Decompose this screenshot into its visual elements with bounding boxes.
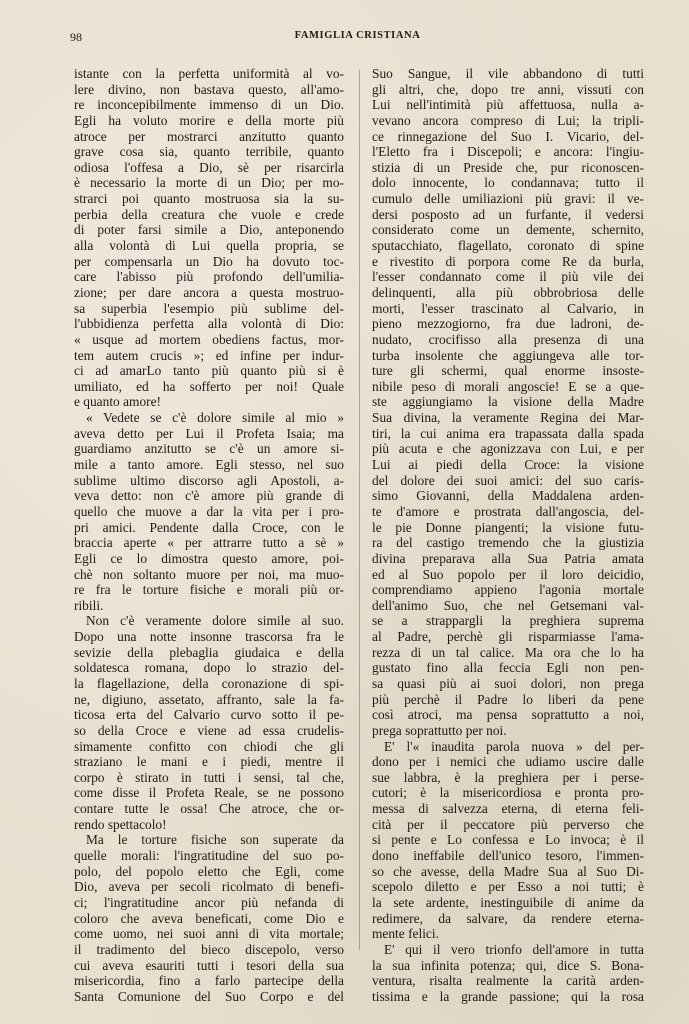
text-line: il tradimento del bieco discepolo, verso: [74, 941, 344, 957]
text-line: Lui ai piedi della Croce: la visione: [372, 457, 644, 473]
text-line: come disse il Profeta Reale, se ne possono: [74, 785, 344, 801]
text-line: mile a tanto amore. Egli stesso, nel suo: [74, 457, 344, 473]
text-line: ste aggiungiamo la visione della Madre: [372, 394, 644, 410]
text-line: corpo è stirato in tutti i sensi, tal che,: [74, 769, 344, 785]
text-line: sa quasi più ai suoi dolori, non prega: [372, 675, 644, 691]
text-line: perbia della creatura che vuole e crede: [74, 206, 344, 222]
text-line: Santa Comunione del Suo Corpo e del: [74, 988, 344, 1004]
text-line: come uomo, nei suoi anni di vita mortale;: [74, 926, 344, 942]
text-line: se a strappargli la preghiera suprema: [372, 613, 644, 629]
text-line: dono per i nemici che udiamo uscire dalle: [372, 754, 644, 770]
text-line: rezza di un tal calice. Ma ora che lo ha: [372, 644, 644, 660]
page-header: [70, 30, 645, 48]
text-line: sa superbia l'esempio più sublime del-: [74, 300, 344, 316]
text-line: più acuta e che agonizzava con Lui, e per: [372, 441, 644, 457]
text-line: al Padre, perchè gli risparmiasse l'ama-: [372, 629, 644, 645]
text-line: alla volontà di Lui quella propria, se: [74, 238, 344, 254]
text-line: dell'animo Suo, che nel Getsemani val-: [372, 597, 644, 613]
text-line: si pente e Lo confessa e Lo invoca; è il: [372, 832, 644, 848]
text-line: gli altri, che, dopo tre anni, vissuti con: [372, 81, 644, 97]
text-line: tiri, la cui anima era trapassata dalla spada: [372, 425, 644, 441]
text-line: ture gli schermi, qual enorme insoste-: [372, 363, 644, 379]
text-line: tissima e la grande passione; qui la rosa: [372, 988, 644, 1004]
text-line: tem autem crucis »; ed infine per indur-: [74, 347, 344, 363]
text-line: « usque ad mortem obediens factus, mor-: [74, 331, 344, 347]
text-line: Lui nell'intimità più affettuosa, nulla a-: [372, 97, 644, 113]
text-line: morti, l'esser trascinato al Calvario, in: [372, 300, 644, 316]
text-line: Dio, aveva per secoli ricolmato di benefi-: [74, 879, 344, 895]
text-line: re inconcepibilmente immenso di un Dio.: [74, 97, 344, 113]
text-line: ci; l'ingratitudine ancor più nefanda di: [74, 894, 344, 910]
text-line: misericordia, fino a farlo partecipe della: [74, 973, 344, 989]
text-line: e quanto amore!: [74, 394, 161, 410]
text-line: coloro che aveva beneficati, come Dio e: [74, 910, 344, 926]
text-line: gustato fino alla feccia Egli non pen-: [372, 660, 644, 676]
text-line: divina preparava alla Sua Patria amata: [372, 550, 644, 566]
text-line: di poter farsi simile a Dio, anteponendo: [74, 222, 344, 238]
text-line: Ma le torture fisiche son superate da: [86, 832, 344, 848]
text-line: la sete ardente, inestinguibile di anime da: [372, 894, 644, 910]
text-line: prega soprattutto per noi.: [372, 722, 507, 738]
text-line: E' qui il vero trionfo dell'amore in tutta: [384, 941, 644, 957]
text-line: straziano le mani e i piedi, mentre il: [74, 754, 344, 770]
left-text-column: [74, 66, 344, 1004]
text-line: considerato come un demente, schernito,: [372, 222, 644, 238]
text-line: cutori; è la misericordiosa e pronta pro-: [372, 785, 644, 801]
text-line: simamente confitto con chiodi che gli: [74, 738, 344, 754]
text-line: so che avesse, della Madre Sua al Suo Di-: [372, 863, 644, 879]
text-line: nibile peso di morali angoscie! E se a que-: [372, 378, 644, 394]
page-number: 98: [70, 30, 82, 44]
text-line: umiliato, ed ha sofferto per noi! Quale: [74, 378, 344, 394]
text-line: per compensarla un Dio ha dovuto toc-: [74, 253, 344, 269]
text-line: contare tutte le ossa! Che atroce, che or-: [74, 801, 344, 817]
text-line: lere divino, non bastava questo, all'amo-: [74, 81, 344, 97]
text-line: cui aveva esauriti tutti i tesori della sua: [74, 957, 344, 973]
text-line: quello che muove a dar la vita per i pro-: [74, 503, 344, 519]
text-line: scepolo diletto e per Esso a noi tutti; è: [372, 879, 644, 895]
text-line: istante con la perfetta uniformità al vo-: [74, 66, 344, 81]
text-line: ne, digiuno, assetato, affranto, sale la fa-: [74, 691, 344, 707]
text-line: zione; per dare ancora a questa mostruo-: [74, 284, 344, 300]
text-line: dono ineffabile dell'unico tesoro, l'immen-: [372, 848, 644, 864]
text-line: strarci poi quanto mostruosa sia la su-: [74, 191, 344, 207]
text-line: ci ad amarLo tanto più quanto più si è: [74, 363, 344, 379]
text-line: redimere, da salvare, da rendere eterna-: [372, 910, 644, 926]
text-line: del dolore dei suoi amici: del suo caris-: [372, 472, 644, 488]
text-line: dolo innocente, lo condannava; tutto il: [372, 175, 644, 191]
text-line: atroce per mostrarci anzitutto quanto: [74, 128, 344, 144]
text-line: re fra le torture fisiche e morali più or-: [74, 582, 344, 598]
text-line: turba insolente che aggiungeva alle tor-: [372, 347, 644, 363]
text-line: così atroci, ma pensa soprattutto a noi,: [372, 707, 644, 723]
text-line: pieno mezzogiorno, fra due ladroni, de-: [372, 316, 644, 332]
text-line: la sua infinita potenza; qui, dice S. Bona-: [372, 957, 644, 973]
text-line: « Vedete se c'è dolore simile al mio »: [86, 410, 344, 426]
text-line: rendo spettacolo!: [74, 816, 167, 832]
text-line: polo, del popolo eletto che Egli, come: [74, 863, 344, 879]
text-line: sublime ultimo discorso agli Apostoli, a-: [74, 472, 344, 488]
right-text-column: [372, 66, 644, 1004]
text-line: cumulo delle umiliazioni più gravi: il ve-: [372, 191, 644, 207]
text-line: più perchè il Padre lo liberi da pene: [372, 691, 644, 707]
text-line: simo Giovanni, della Maddalena arden-: [372, 488, 644, 504]
text-line: è necessario la morte di un Dio; per mo-: [74, 175, 344, 191]
text-line: vevano ancora compreso di Lui; la tripli-: [372, 112, 644, 128]
text-line: Egli ce lo dimostra questo amore, poi-: [74, 550, 344, 566]
text-line: Non c'è veramente dolore simile al suo.: [86, 613, 344, 629]
text-line: l'esser condannato come il più vile dei: [372, 269, 644, 285]
text-line: aveva detto per Lui il Profeta Isaia; ma: [74, 425, 344, 441]
text-line: ra del castigo tremendo che la giustizia: [372, 535, 644, 551]
column-divider: [359, 70, 360, 950]
text-line: veva detto: non c'è amore più grande di: [74, 488, 344, 504]
text-line: nudato, crocifisso alla presenza di una: [372, 331, 644, 347]
text-line: stizia di un Preside che, pur riconoscen-: [372, 159, 644, 175]
text-line: dersi posposto ad un furfante, il vedersi: [372, 206, 644, 222]
text-line: guardiamo anzitutto se c'è un amore si-: [74, 441, 344, 457]
text-line: Egli ha voluto morire e della morte più: [74, 112, 344, 128]
text-line: Suo Sangue, il vile abbandono di tutti: [372, 66, 644, 81]
text-line: odiosa l'offesa a Dio, sè per risarcirla: [74, 159, 344, 175]
text-line: Sua divina, la veramente Regina dei Mar-: [372, 410, 644, 426]
text-line: messa di salvezza eterna, di eterna feli-: [372, 801, 644, 817]
text-line: la flagellazione, della coronazione di spi-: [74, 675, 344, 691]
text-line: ribili.: [74, 597, 104, 613]
text-line: te d'amore e prostrata dall'angoscia, del-: [372, 503, 644, 519]
text-line: ticosa erta del Calvario curvo sotto il pe-: [74, 707, 344, 723]
text-line: braccia aperte « per attrarre tutto a sè »: [74, 535, 344, 551]
running-title: FAMIGLIA CRISTIANA: [294, 30, 421, 41]
text-line: ce rinnegazione del Suo I. Vicario, del-: [372, 128, 644, 144]
text-line: E' l'« inaudita parola nuova » del per-: [384, 738, 644, 754]
text-line: pri amici. Pendente dalla Croce, con le: [74, 519, 344, 535]
text-line: care l'abisso più profondo dell'umilia-: [74, 269, 344, 285]
text-line: sevizie della plebaglia giudaica e della: [74, 644, 344, 660]
text-line: chè non soltanto muore per noi, ma muo-: [74, 566, 344, 582]
text-line: quelle morali: l'ingratitudine del suo po-: [74, 848, 344, 864]
text-line: le pie Donne piangenti; la visione futu-: [372, 519, 644, 535]
text-line: mente felici.: [372, 926, 439, 942]
text-line: Dopo una notte insonne trascorsa fra le: [74, 629, 344, 645]
text-line: l'Eletto fra i Discepoli; e ancora: l'ingiu-: [372, 144, 644, 160]
text-line: l'ubbidienza perfetta alla volontà di Dio:: [74, 316, 344, 332]
text-line: soldatesca romana, dopo lo strazio del-: [74, 660, 344, 676]
text-line: sue labbra, è la preghiera per i perse-: [372, 769, 644, 785]
text-line: sputacchiato, flagellato, coronato di spine: [372, 238, 644, 254]
text-line: cità per il peccatore più perverso che: [372, 816, 644, 832]
text-line: comprendiamo appieno l'agonia mortale: [372, 582, 644, 598]
text-line: ed al Suo popolo per il loro deicidio,: [372, 566, 644, 582]
text-line: so della Croce e viene ad essa crudelis-: [74, 722, 344, 738]
text-line: ventura, risalta realmente la carità arden-: [372, 973, 644, 989]
text-line: delinquenti, alla più obbrobriosa delle: [372, 284, 644, 300]
text-line: grave cosa sia, quanto terribile, quanto: [74, 144, 344, 160]
text-line: e rivestito di porpora come Re da burla,: [372, 253, 644, 269]
